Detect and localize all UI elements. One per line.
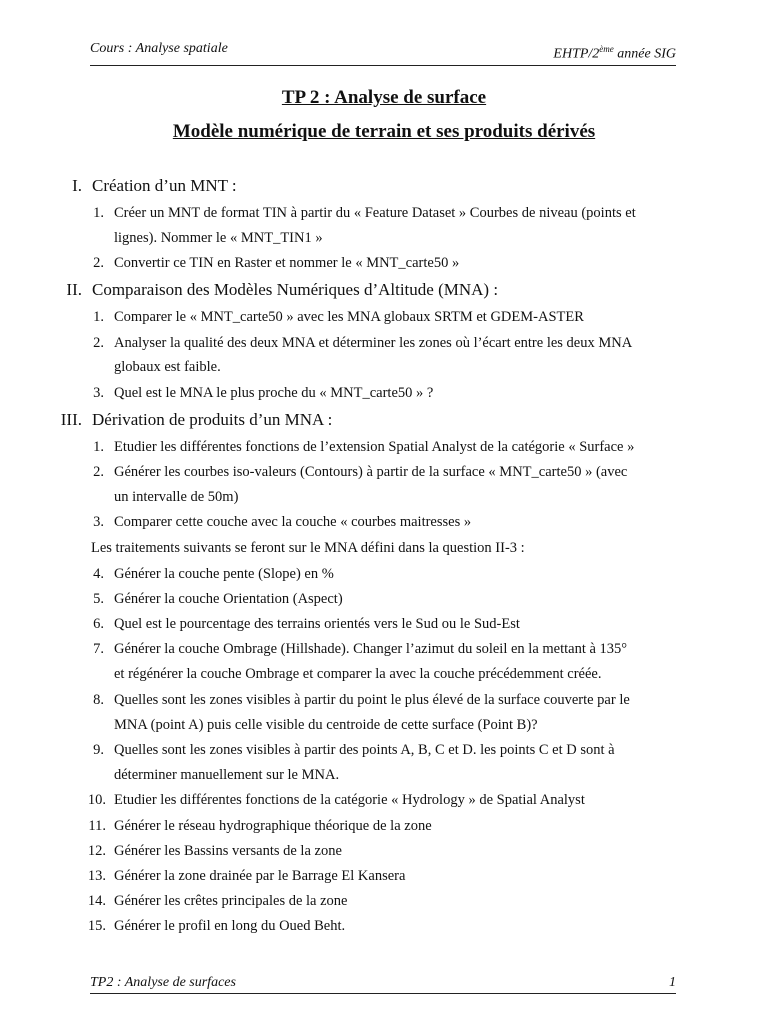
item-text: Quel est le MNA le plus proche du « MNT_carte50 » ? xyxy=(114,385,434,401)
item-number: 1. xyxy=(93,205,104,221)
item-text-cont: globaux est faible. xyxy=(114,359,221,375)
item-text: Comparer le « MNT_carte50 » avec les MNA globaux SRTM et GDEM-ASTER xyxy=(114,309,584,325)
item-number: 4. xyxy=(93,566,104,582)
item-text-cont: un intervalle de 50m) xyxy=(114,489,239,505)
item-text: Générer la couche Ombrage (Hillshade). Changer l’azimut du soleil en la mettant à 135° xyxy=(114,641,628,657)
item-number: 15. xyxy=(87,918,106,934)
item-text: Générer les crêtes principales de la zone xyxy=(114,893,348,909)
item-number: 7. xyxy=(93,641,104,657)
item-text: Etudier les différentes fonctions de la catégorie « Hydrology » de Spatial Analyst xyxy=(114,792,585,808)
item-number: 5. xyxy=(93,591,104,607)
item-text: Générer la couche pente (Slope) en % xyxy=(114,566,334,582)
item-number: 1. xyxy=(93,309,104,325)
item-text: Générer la zone drainée par le Barrage El Kansera xyxy=(114,868,406,884)
item-text-cont: déterminer manuellement sur le MNA. xyxy=(114,767,340,783)
item-text: Comparer cette couche avec la couche « courbes maitresses » xyxy=(114,514,472,530)
item-text: Générer les courbes iso-valeurs (Contours) à partir de la surface « MNT_carte50 » (avec xyxy=(114,464,628,480)
item-text: Générer la couche Orientation (Aspect) xyxy=(114,591,343,607)
item-number: 11. xyxy=(88,818,106,834)
item-number: 8. xyxy=(93,692,104,708)
item-number: 9. xyxy=(93,742,104,758)
item-number: 14. xyxy=(87,893,106,909)
item-number: 2. xyxy=(93,335,104,351)
item-text-cont: MNA (point A) puis celle visible du centroide de cette surface (Point B)? xyxy=(114,717,538,733)
item-text: Analyser la qualité des deux MNA et déterminer les zones où l’écart entre les deux MNA xyxy=(114,335,633,351)
item-number: 13. xyxy=(87,868,106,884)
item-number: 6. xyxy=(93,616,104,632)
header-class: EHTP/2ème année SIG xyxy=(553,44,676,62)
item-number: 2. xyxy=(93,255,104,271)
item-text-cont: et régénérer la couche Ombrage et comparer la avec la couche précédemment créée. xyxy=(114,666,602,682)
item-text: Quel est le pourcentage des terrains orientés vers le Sud ou le Sud-Est xyxy=(114,616,520,632)
page-number: 1 xyxy=(669,975,676,990)
page-title: TP 2 : Analyse de surface xyxy=(281,87,487,108)
header-course: Cours : Analyse spatiale xyxy=(90,41,228,56)
item-text: Créer un MNT de format TIN à partir du « Feature Dataset » Courbes de niveau (points et xyxy=(114,205,636,221)
item-text-cont: lignes). Nommer le « MNT_TIN1 » xyxy=(114,230,323,246)
item-text: Convertir ce TIN en Raster et nommer le « MNT_carte50 » xyxy=(114,255,460,271)
page-header xyxy=(90,40,676,66)
section-2-heading: II. Comparaison des Modèles Numériques d’Altitude (MNA) : xyxy=(66,280,499,299)
page-subtitle: Modèle numérique de terrain et ses produits dérivés xyxy=(172,121,596,142)
item-text: Quelles sont les zones visibles à partir du point le plus élevé de la surface couverte par le xyxy=(114,692,630,708)
item-number: 10. xyxy=(87,792,106,808)
section-1-heading: I. Création d’un MNT : xyxy=(72,176,237,195)
section-3-heading: III. Dérivation de produits d’un MNA : xyxy=(60,410,333,429)
item-text: Quelles sont les zones visibles à partir des points A, B, C et D. les points C et D sont à xyxy=(114,742,615,758)
section-note: Les traitements suivants se feront sur le MNA défini dans la question II-3 : xyxy=(91,540,525,556)
item-text: Etudier les différentes fonctions de l’extension Spatial Analyst de la catégorie « Surface » xyxy=(114,439,635,455)
item-number: 3. xyxy=(93,514,104,530)
item-text: Générer les Bassins versants de la zone xyxy=(114,843,342,859)
footer-title: TP2 : Analyse de surfaces xyxy=(90,975,236,990)
item-number: 3. xyxy=(93,385,104,401)
item-text: Générer le profil en long du Oued Beht. xyxy=(114,918,346,934)
item-number: 1. xyxy=(93,439,104,455)
item-text: Générer le réseau hydrographique théorique de la zone xyxy=(114,818,432,834)
item-number: 2. xyxy=(93,464,104,480)
item-number: 12. xyxy=(87,843,106,859)
page-footer xyxy=(90,974,676,994)
